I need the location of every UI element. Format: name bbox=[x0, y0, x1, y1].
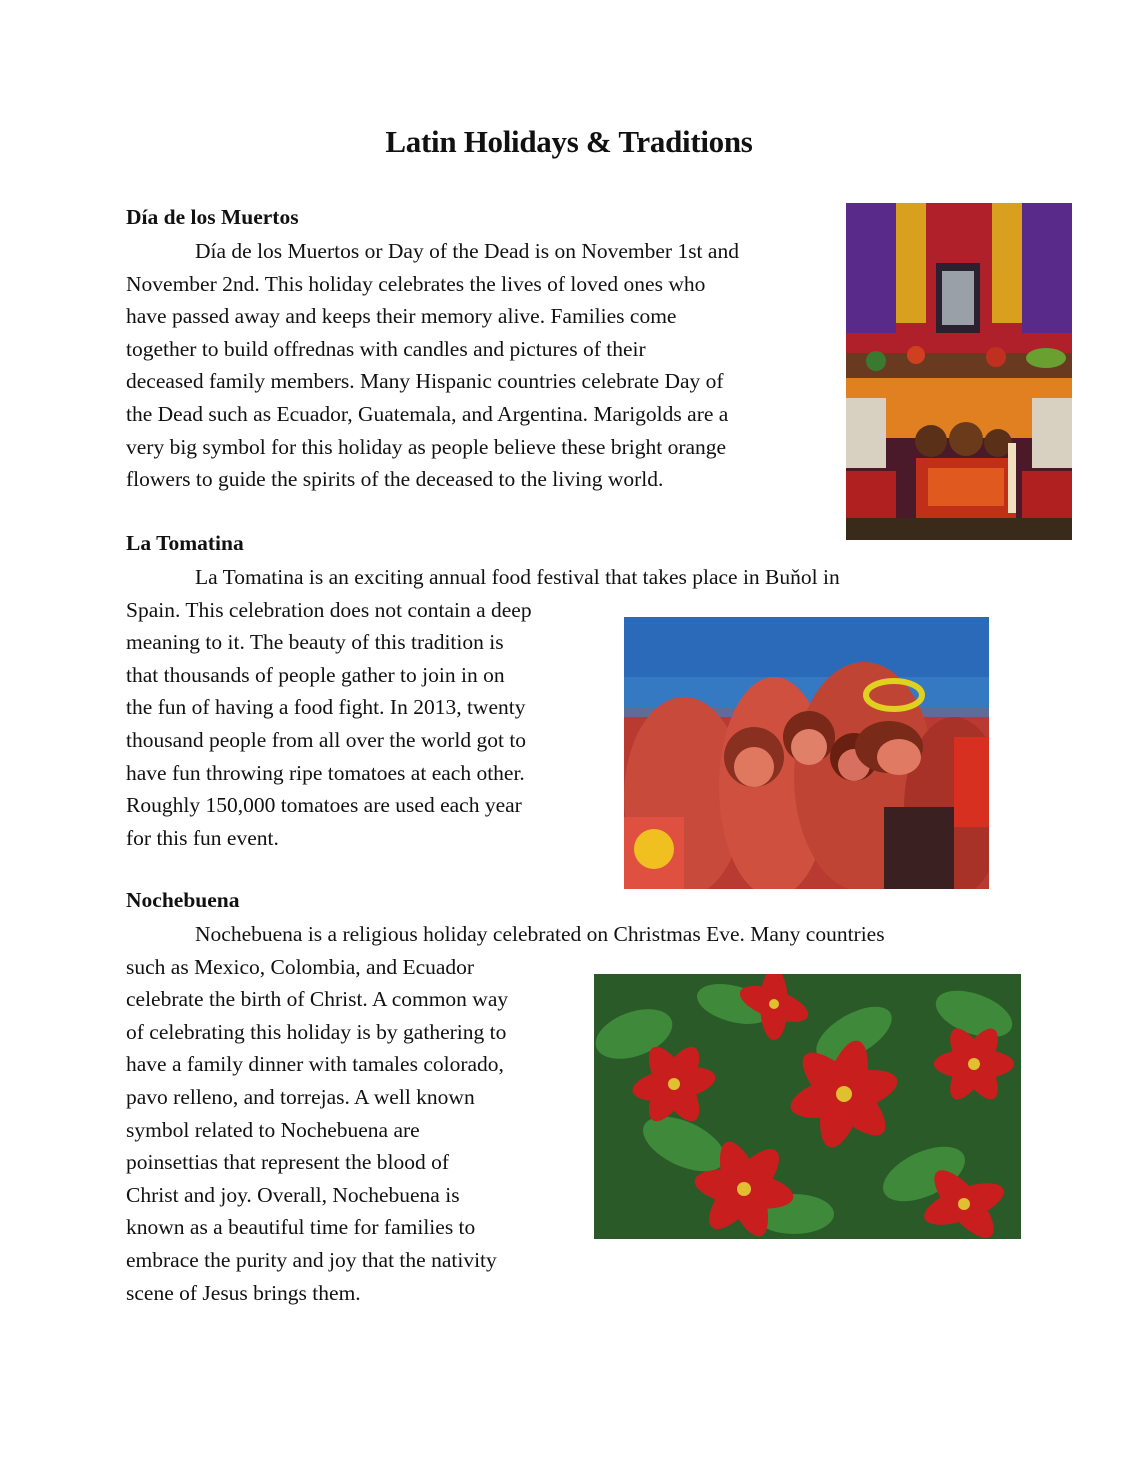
section-heading-nochebuena: Nochebuena bbox=[126, 888, 240, 912]
text-line: scene of Jesus brings them. bbox=[126, 1280, 361, 1305]
text-line: meaning to it. The beauty of this tradition is bbox=[126, 630, 504, 655]
text-line: deceased family members. Many Hispanic countries celebrate Day of bbox=[126, 369, 724, 394]
ofrenda-altar-photo bbox=[846, 203, 1072, 540]
section-body-dia-de-los-muertos bbox=[126, 235, 739, 496]
text-line: for this fun event. bbox=[126, 825, 279, 850]
text-line: together to build offrednas with candles and pictures of their bbox=[126, 336, 646, 361]
text-line: Spain. This celebration does not contain a deep bbox=[126, 597, 532, 622]
text-line: embrace the purity and joy that the nativity bbox=[126, 1247, 497, 1272]
tomato-fight-photo bbox=[624, 617, 989, 889]
text-line: the Dead such as Ecuador, Guatemala, and Argentina. Marigolds are a bbox=[126, 401, 729, 426]
text-line: Día de los Muertos or Day of the Dead is on November 1st and bbox=[195, 239, 739, 263]
text-line: have passed away and keeps their memory alive. Families come bbox=[126, 304, 677, 329]
text-line: have fun throwing ripe tomatoes at each other. bbox=[126, 760, 525, 785]
text-line: of celebrating this holiday is by gathering to bbox=[126, 1019, 507, 1044]
text-line: poinsettias that represent the blood of bbox=[126, 1150, 450, 1175]
text-line: thousand people from all over the world got to bbox=[126, 727, 527, 752]
text-line: La Tomatina is an exciting annual food festival that takes place in Buňol in bbox=[195, 565, 840, 589]
text-line: have a family dinner with tamales colorado, bbox=[126, 1052, 504, 1077]
text-line: Nochebuena is a religious holiday celebrated on Christmas Eve. Many countries bbox=[195, 922, 885, 946]
text-line: that thousands of people gather to join in on bbox=[126, 662, 505, 687]
text-line: celebrate the birth of Christ. A common way bbox=[126, 987, 509, 1012]
text-line: symbol related to Nochebuena are bbox=[126, 1117, 420, 1142]
section-heading-dia-de-los-muertos: Día de los Muertos bbox=[126, 205, 299, 229]
page-title: Latin Holidays & Traditions bbox=[385, 124, 753, 159]
text-line: Christ and joy. Overall, Nochebuena is bbox=[126, 1182, 460, 1207]
text-line: flowers to guide the spirits of the deceased to the living world. bbox=[126, 467, 664, 492]
text-line: November 2nd. This holiday celebrates the lives of loved ones who bbox=[126, 271, 706, 296]
section-heading-la-tomatina: La Tomatina bbox=[126, 531, 244, 555]
text-line: known as a beautiful time for families to bbox=[126, 1215, 476, 1240]
text-line: Roughly 150,000 tomatoes are used each year bbox=[126, 793, 522, 818]
text-line: such as Mexico, Colombia, and Ecuador bbox=[126, 954, 475, 979]
text-line: pavo relleno, and torrejas. A well known bbox=[126, 1084, 475, 1109]
text-line: the fun of having a food fight. In 2013, twenty bbox=[126, 695, 526, 720]
text-line: very big symbol for this holiday as people believe these bright orange bbox=[126, 434, 727, 459]
poinsettia-photo bbox=[594, 974, 1021, 1239]
